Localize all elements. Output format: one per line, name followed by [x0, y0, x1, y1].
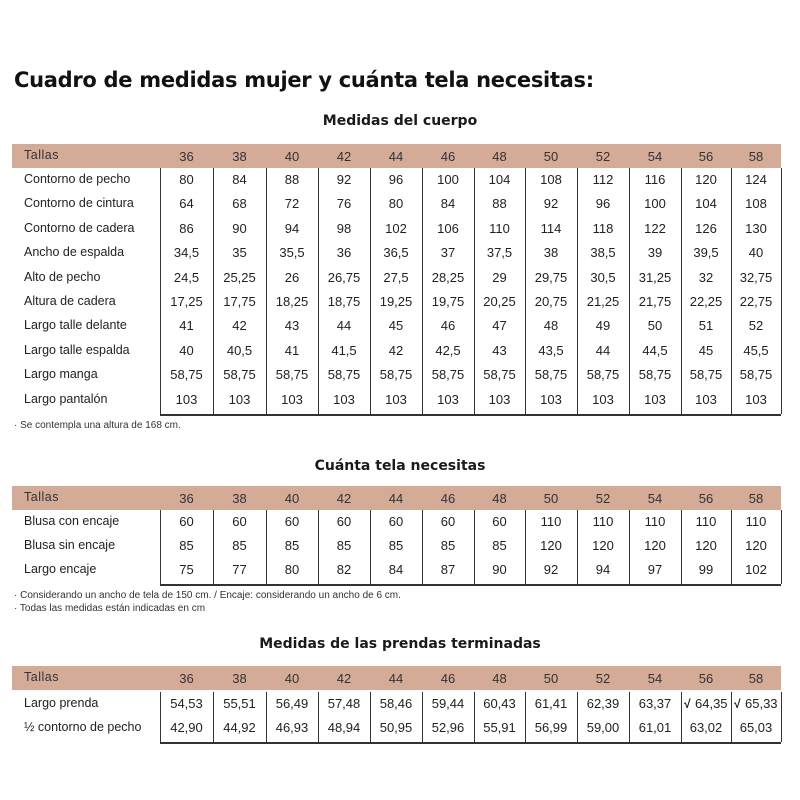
table-cell: 46 [440, 318, 456, 334]
size-header: 54 [647, 671, 663, 686]
table-cell: 84 [440, 196, 456, 212]
table-cell: 58,46 [379, 696, 413, 711]
size-header: 40 [284, 491, 300, 506]
table-cell: 63,37 [638, 696, 672, 711]
table-cell: 58,75 [689, 367, 723, 383]
size-header: 40 [284, 671, 300, 686]
size-header: 42 [336, 671, 352, 686]
table-cell: 38,5 [590, 245, 616, 261]
table-cell: 45 [698, 342, 714, 358]
table-cell: 75 [179, 562, 194, 577]
table-cell: 17,25 [170, 294, 203, 309]
table-cell: 85 [232, 538, 247, 553]
table-cell: 90 [232, 220, 247, 236]
table-cell: 56,49 [275, 696, 309, 711]
table-cell: 56,99 [534, 720, 568, 735]
table-cell: 30,5 [590, 269, 616, 285]
table-cell: 60 [284, 514, 300, 529]
row-label: ½ contorno de pecho [24, 720, 142, 734]
table-cell: 103 [488, 391, 511, 407]
table-cell: 112 [592, 172, 614, 187]
size-header: 52 [595, 149, 611, 164]
table-cell: 110 [745, 514, 767, 529]
table-cell: 44,92 [223, 720, 256, 735]
row-label: Blusa sin encaje [24, 538, 116, 552]
table-cell: 85 [440, 538, 456, 553]
table-cell: 63,02 [689, 720, 723, 735]
table-cell: 99 [698, 562, 714, 577]
table-header [12, 144, 781, 168]
table-cell: 60 [179, 514, 194, 529]
row-label: Largo talle espalda [24, 342, 130, 357]
table-cell: 18,75 [327, 294, 361, 309]
table-cell: 26,75 [327, 269, 361, 285]
table-cell: 120 [695, 172, 717, 187]
size-header: 50 [543, 149, 559, 164]
row-label: Contorno de cadera [24, 220, 135, 235]
table-cell: 104 [488, 172, 511, 187]
table-cell: 18,25 [275, 294, 309, 309]
size-header: 44 [388, 491, 404, 506]
table-cell: 108 [540, 172, 562, 187]
table-cell: 55,91 [483, 720, 516, 735]
table-cell: 103 [281, 391, 303, 407]
table-cell: 22,75 [739, 294, 773, 309]
table-cell: 90 [492, 562, 507, 577]
table-cell: 50,95 [379, 720, 413, 735]
size-header: 38 [232, 491, 247, 506]
table-cell: 120 [592, 538, 614, 553]
table-cell: 21,75 [638, 294, 672, 309]
table-cell: 92 [543, 562, 559, 577]
size-header: 48 [492, 149, 507, 164]
table-cell: 58,75 [739, 367, 773, 383]
table-cell: 103 [385, 391, 407, 407]
table-cell: 61,01 [638, 720, 672, 735]
size-header: 48 [492, 491, 507, 506]
table-cell: 58,75 [379, 367, 413, 383]
table-cell: 116 [644, 172, 666, 187]
table-cell: 17,75 [223, 294, 256, 309]
header-label: Tallas [24, 670, 59, 684]
table-cell: 88 [284, 172, 300, 187]
check-mark-icon: √ [734, 697, 741, 711]
table-cell: 35 [232, 245, 247, 261]
row-label: Blusa con encaje [24, 514, 120, 528]
table-cell: 102 [385, 220, 407, 236]
size-table [12, 144, 781, 416]
table-cell: 39,5 [693, 245, 719, 261]
size-header: 50 [543, 671, 559, 686]
size-header: 40 [284, 149, 300, 164]
table-cell: 44,5 [642, 342, 668, 358]
table-cell: 45,5 [743, 342, 769, 358]
table-cell: 58,75 [170, 367, 203, 383]
table-cell: 103 [437, 391, 459, 407]
table-cell: 25,25 [223, 269, 256, 285]
table-cell: 122 [644, 220, 666, 236]
table-cell: 21,25 [586, 294, 620, 309]
size-header: 38 [232, 149, 247, 164]
size-header: 52 [595, 491, 611, 506]
table-cell: 59,00 [586, 720, 620, 735]
table-cell: 32 [698, 269, 714, 285]
size-table [12, 666, 781, 744]
table-cell: 92 [336, 172, 352, 187]
table-cell: 35,5 [279, 245, 305, 261]
table-cell: 85 [284, 538, 300, 553]
section-title: Cuánta tela necesitas [314, 458, 486, 474]
table-cell: 37,5 [486, 245, 513, 261]
size-header: 46 [440, 671, 456, 686]
table-cell: 60 [232, 514, 247, 529]
size-header: 58 [748, 671, 764, 686]
table-cell: 103 [745, 391, 767, 407]
size-header: 46 [440, 491, 456, 506]
size-header: 56 [698, 149, 714, 164]
table-cell: 58,75 [275, 367, 309, 383]
table-cell: 87 [440, 562, 456, 577]
table-cell: 103 [695, 391, 717, 407]
size-header: 44 [388, 671, 404, 686]
row-label: Largo manga [24, 367, 98, 382]
table-cell: 114 [540, 220, 562, 236]
table-cell: 60,43 [483, 696, 516, 711]
table-cell: 84 [388, 562, 404, 577]
table-cell: 72 [284, 196, 300, 212]
table-cell: 38 [543, 245, 559, 261]
table-cell: 110 [592, 514, 614, 529]
table-cell: 31,25 [638, 269, 672, 285]
table-cell: 41 [179, 318, 194, 334]
table-cell: 96 [388, 172, 404, 187]
row-label: Largo talle delante [24, 318, 127, 333]
table-cell: 103 [540, 391, 562, 407]
table-cell: 85 [492, 538, 507, 553]
table-cell: 19,75 [431, 294, 465, 309]
table-cell: 19,25 [379, 294, 413, 309]
table-cell: 110 [489, 220, 510, 236]
table-cell: 80 [284, 562, 300, 577]
table-cell: 46,93 [275, 720, 309, 735]
table-cell: 80 [179, 172, 194, 187]
table-cell: 54,53 [170, 696, 203, 711]
table-cell: 80 [388, 196, 404, 212]
table-cell: 118 [592, 220, 614, 236]
table-cell: 37 [440, 245, 456, 261]
table-cell: 29 [492, 269, 507, 285]
table-header [12, 486, 781, 510]
table-cell: 50 [647, 318, 663, 334]
header-label: Tallas [24, 490, 59, 504]
size-header: 38 [232, 671, 247, 686]
size-header: 48 [492, 671, 507, 686]
table-cell: 98 [336, 220, 352, 236]
check-mark-icon: √ [684, 697, 691, 711]
table-cell: 120 [695, 538, 717, 553]
size-header: 46 [440, 149, 456, 164]
size-header: 58 [748, 149, 764, 164]
row-label: Largo pantalón [24, 391, 108, 406]
size-header: 42 [336, 491, 352, 506]
table-cell: 60 [492, 514, 507, 529]
row-label: Contorno de cintura [24, 196, 134, 211]
table-cell: 103 [592, 391, 614, 407]
table-cell: 40,5 [226, 342, 253, 358]
table-cell: 103 [644, 391, 666, 407]
table-cell: 28,25 [431, 269, 465, 285]
table-cell: 61,41 [534, 696, 568, 711]
footnote: · Considerando un ancho de tela de 150 cm. / Encaje: considerando un ancho de 6 cm. [14, 590, 401, 601]
table-cell: 47 [492, 318, 507, 334]
table-cell: 62,39 [586, 696, 620, 711]
table-cell: 40 [179, 342, 194, 358]
table-cell: 102 [745, 562, 767, 577]
table-cell: 20,25 [483, 294, 516, 309]
table-cell: 41,5 [331, 342, 357, 358]
table-cell: 52 [748, 318, 764, 334]
size-header: 56 [698, 671, 714, 686]
table-cell: 24,5 [173, 269, 200, 285]
table-cell: 76 [336, 196, 352, 212]
size-header: 54 [647, 149, 663, 164]
size-header: 36 [179, 671, 194, 686]
table-cell: 60 [388, 514, 404, 529]
table-cell: 94 [595, 562, 611, 577]
table-cell: 57,48 [327, 696, 361, 711]
table-cell: 103 [333, 391, 355, 407]
table-cell: 110 [695, 514, 717, 529]
table-cell: 130 [745, 220, 767, 236]
page-title: Cuadro de medidas mujer y cuánta tela necesitas: [14, 68, 594, 92]
table-cell: 103 [175, 391, 198, 407]
table-cell: 44 [336, 318, 352, 334]
table-cell: 100 [644, 196, 666, 212]
table-cell: 64,35 [695, 696, 728, 711]
size-header: 56 [698, 491, 714, 506]
table-cell: 120 [745, 538, 767, 553]
table-cell: 39 [647, 245, 663, 261]
table-cell: 51 [698, 318, 714, 334]
table-cell: 65,03 [739, 720, 773, 735]
table-cell: 84 [232, 172, 247, 187]
size-header: 44 [388, 149, 404, 164]
table-cell: 60 [440, 514, 456, 529]
table-cell: 100 [437, 172, 459, 187]
table-cell: 58,75 [327, 367, 361, 383]
table-cell: 26 [284, 269, 300, 285]
section-title: Medidas de las prendas terminadas [259, 636, 541, 652]
size-header: 36 [179, 149, 194, 164]
table-cell: 77 [232, 562, 247, 577]
table-cell: 58,75 [223, 367, 256, 383]
table-cell: 43,5 [538, 342, 564, 358]
row-label: Alto de pecho [24, 269, 101, 284]
table-cell: 48 [543, 318, 559, 334]
table-cell: 68 [232, 196, 247, 212]
table-cell: 20,75 [534, 294, 568, 309]
table-cell: 42,5 [435, 342, 461, 358]
table-cell: 97 [647, 562, 663, 577]
table-cell: 58,75 [638, 367, 672, 383]
header-label: Tallas [24, 148, 59, 162]
section-title: Medidas del cuerpo [322, 113, 478, 129]
size-header: 50 [543, 491, 559, 506]
table-cell: 52,96 [431, 720, 465, 735]
table-cell: 58,75 [483, 367, 516, 383]
table-cell: 86 [179, 220, 194, 236]
table-cell: 34,5 [173, 245, 200, 261]
table-cell: 96 [595, 196, 611, 212]
table-cell: 88 [492, 196, 507, 212]
row-label: Contorno de pecho [24, 172, 131, 186]
table-cell: 85 [179, 538, 194, 553]
table-cell: 40 [748, 245, 764, 261]
size-header: 52 [595, 671, 611, 686]
footnote: · Todas las medidas están indicadas en cm [14, 603, 206, 614]
table-cell: 29,75 [534, 269, 568, 285]
table-cell: 65,33 [745, 696, 778, 711]
footnote: · Se contempla una altura de 168 cm. [14, 420, 181, 431]
size-table [12, 486, 781, 586]
table-cell: 106 [437, 220, 459, 236]
table-cell: 42,90 [170, 720, 203, 735]
table-cell: 82 [336, 562, 352, 577]
table-cell: 43 [492, 342, 507, 358]
table-cell: 36 [336, 245, 352, 261]
size-header: 36 [179, 491, 194, 506]
table-cell: 43 [284, 318, 300, 334]
table-cell: 42 [232, 318, 247, 334]
table-cell: 32,75 [739, 269, 773, 285]
table-cell: 60 [336, 514, 352, 529]
table-cell: 41 [284, 342, 300, 358]
row-label: Ancho de espalda [24, 245, 125, 260]
table-cell: 110 [540, 514, 562, 529]
table-cell: 58,75 [586, 367, 620, 383]
size-header: 42 [336, 149, 352, 164]
table-cell: 120 [644, 538, 666, 553]
table-cell: 85 [336, 538, 352, 553]
table-cell: 27,5 [383, 269, 409, 285]
table-cell: 55,51 [223, 696, 256, 711]
row-label: Altura de cadera [24, 294, 116, 308]
table-cell: 108 [745, 196, 767, 212]
table-cell: 42 [388, 342, 404, 358]
table-header [12, 666, 781, 690]
table-cell: 58,75 [431, 367, 465, 383]
table-cell: 58,75 [534, 367, 568, 383]
table-cell: 36,5 [383, 245, 409, 261]
table-cell: 92 [543, 196, 559, 212]
table-cell: 126 [695, 220, 717, 236]
row-label: Largo prenda [24, 696, 99, 710]
table-cell: 110 [644, 514, 666, 529]
table-cell: 104 [695, 196, 717, 212]
table-cell: 103 [228, 391, 251, 407]
table-cell: 64 [179, 196, 194, 212]
table-cell: 124 [745, 172, 767, 187]
table-cell: 85 [388, 538, 404, 553]
table-cell: 59,44 [431, 696, 465, 711]
table-cell: 22,25 [689, 294, 723, 309]
table-cell: 120 [540, 538, 562, 553]
table-cell: 44 [595, 342, 611, 358]
table-cell: 49 [595, 318, 611, 334]
row-label: Largo encaje [24, 562, 97, 576]
size-header: 58 [748, 491, 764, 506]
table-cell: 48,94 [327, 720, 361, 735]
size-header: 54 [647, 491, 663, 506]
table-cell: 45 [388, 318, 404, 334]
table-cell: 94 [284, 220, 300, 236]
